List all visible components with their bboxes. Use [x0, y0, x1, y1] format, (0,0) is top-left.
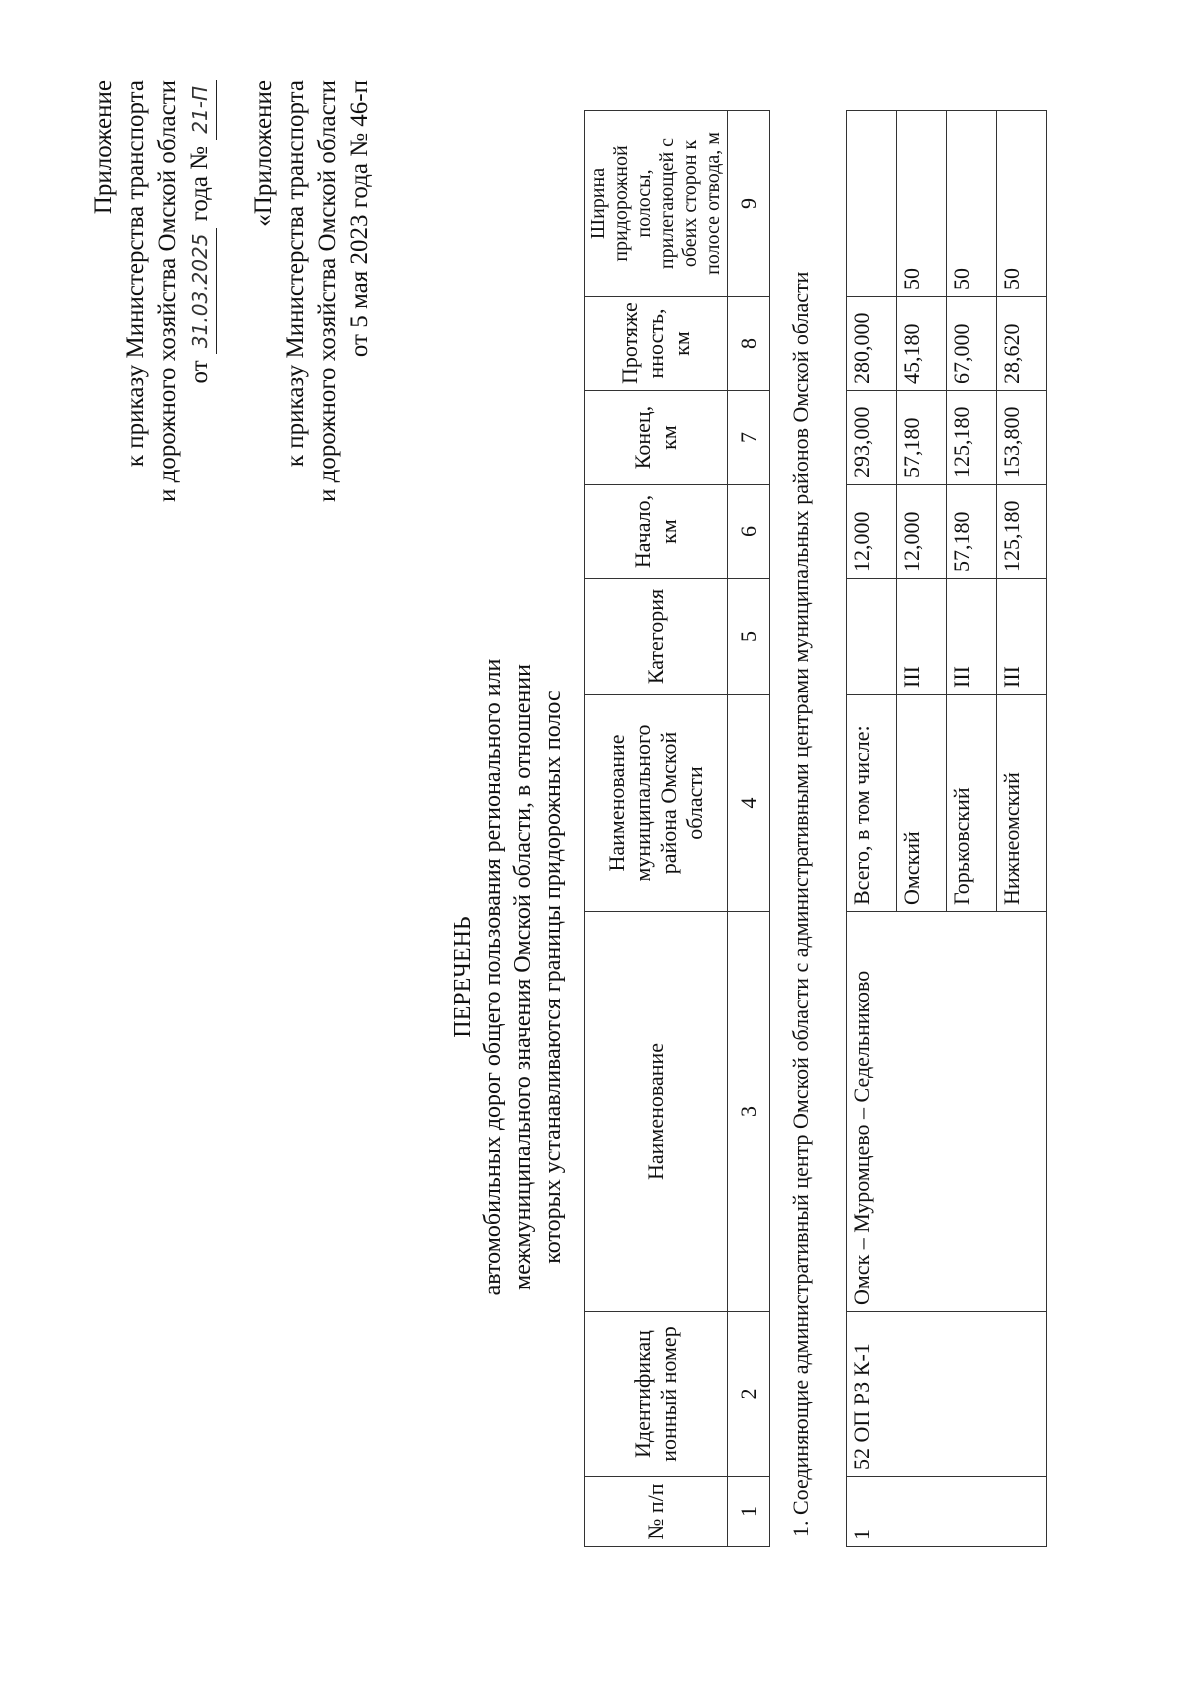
district-cell: Горьковский — [947, 695, 997, 912]
header-cell: Ширина придорожной полосы, прилегающей с обеих сторон к полосе отвода, м — [585, 111, 728, 297]
district-cell: Всего, в том числе: — [847, 695, 897, 912]
header-cell: Категория — [585, 579, 728, 695]
length-cell: 280,000 — [847, 297, 897, 391]
roads-table — [584, 111, 1192, 1547]
column-number: 2 — [728, 1312, 770, 1477]
row-number: 1 — [847, 1477, 1047, 1547]
category-cell: III — [997, 579, 1047, 695]
column-number: 7 — [728, 391, 770, 485]
column-number: 1 — [728, 1477, 770, 1547]
width-cell: 50 — [997, 111, 1047, 297]
previous-line: и дорожного хозяйства Омской области — [314, 80, 341, 502]
width-cell: 50 — [947, 111, 997, 297]
width-cell: 50 — [897, 111, 947, 297]
header-cell: Протяже нность, км — [585, 297, 728, 391]
category-cell — [847, 579, 897, 695]
column-number: 5 — [728, 579, 770, 695]
header-cell: Начало, км — [585, 485, 728, 579]
length-cell: 45,180 — [897, 297, 947, 391]
header-cell: Конец, км — [585, 391, 728, 485]
table-row — [847, 111, 897, 1547]
previous-appendix-header — [248, 80, 376, 502]
end-cell: 153,800 — [997, 391, 1047, 485]
end-cell: 57,180 — [897, 391, 947, 485]
column-number: 6 — [728, 485, 770, 579]
start-cell: 12,000 — [847, 485, 897, 579]
table-header — [584, 110, 770, 1547]
start-cell: 125,180 — [997, 485, 1047, 579]
header-cell: Идентификац ионный номер — [585, 1312, 728, 1477]
category-cell: III — [947, 579, 997, 695]
handwritten-number: 21-П — [184, 80, 217, 140]
header-cell: Наименование муниципального района Омской области — [585, 695, 728, 912]
appendix-line: к приказу Министерства транспорта — [122, 80, 149, 468]
end-cell: 125,180 — [947, 391, 997, 485]
width-cell — [847, 111, 897, 297]
title-heading: ПЕРЕЧЕНЬ — [450, 916, 476, 1038]
appendix-date-line — [184, 80, 217, 502]
previous-line: «Приложение — [250, 80, 277, 227]
district-cell: Нижнеомский — [997, 695, 1047, 912]
appendix-header — [88, 80, 217, 502]
table-body — [846, 110, 1047, 1547]
category-cell: III — [897, 579, 947, 695]
column-number: 9 — [728, 111, 770, 297]
previous-line: к приказу Министерства транспорта — [282, 80, 309, 468]
column-number: 3 — [728, 912, 770, 1312]
length-cell: 28,620 — [997, 297, 1047, 391]
title-line: межмуниципального значения Омской области, в отношении — [510, 664, 536, 1290]
district-cell: Омский — [897, 695, 947, 912]
end-cell: 293,000 — [847, 391, 897, 485]
road-name: Омск – Муромцево – Седельниково — [847, 912, 1047, 1312]
header-cell: Наименование — [585, 912, 728, 1312]
section-heading: 1. Соединяющие административный центр Омской области с административными центрами муниципальных районов Омской области — [788, 271, 813, 1537]
start-cell: 12,000 — [897, 485, 947, 579]
road-id: 52 ОП РЗ К-1 — [847, 1312, 1047, 1477]
column-number: 8 — [728, 297, 770, 391]
column-number: 4 — [728, 695, 770, 912]
handwritten-date: 31.03.2025 — [184, 228, 217, 355]
appendix-line: и дорожного хозяйства Омской области — [154, 80, 181, 502]
date-prefix: от — [186, 360, 213, 384]
number-prefix: года № — [186, 145, 213, 222]
title-line: которых устанавливаются границы придорожных полос — [540, 690, 566, 1264]
start-cell: 57,180 — [947, 485, 997, 579]
previous-line: от 5 мая 2023 года № 46-п — [346, 80, 373, 358]
title-line: автомобильных дорог общего пользования регионального или — [480, 658, 506, 1296]
length-cell: 67,000 — [947, 297, 997, 391]
header-cell: № п/п — [585, 1477, 728, 1547]
appendix-line: Приложение — [90, 80, 117, 215]
document-title — [448, 477, 568, 1477]
